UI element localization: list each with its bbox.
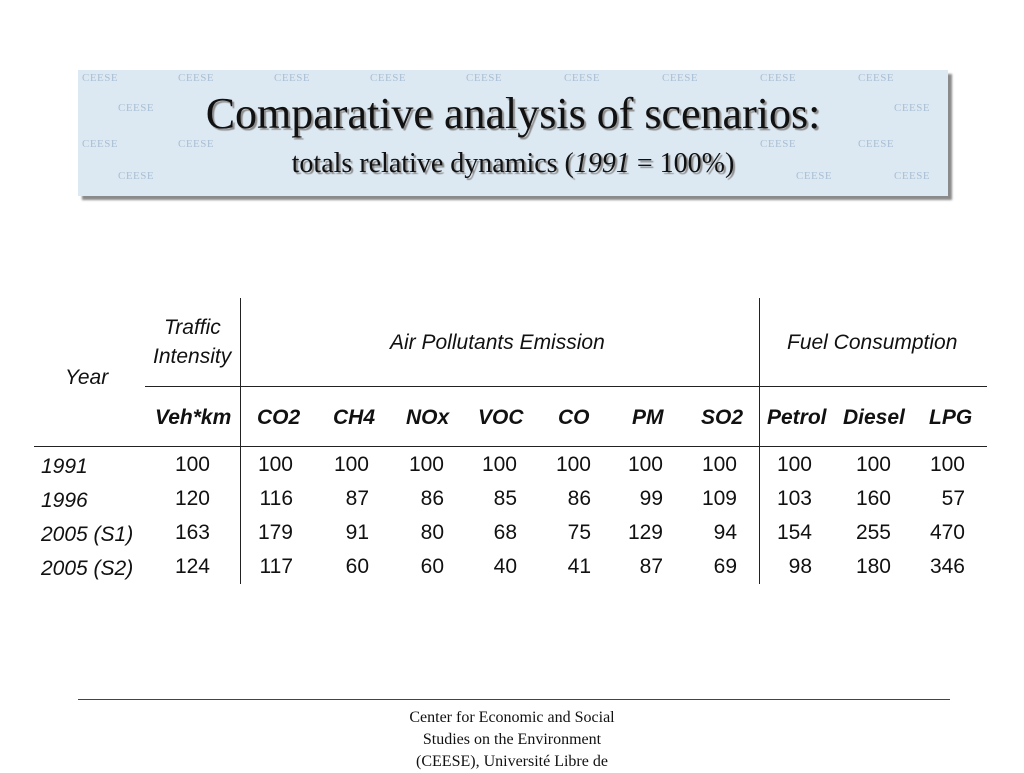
row-year: 1991	[41, 455, 88, 478]
table-cell: 86	[420, 487, 444, 510]
watermark: CEESE	[178, 138, 215, 150]
page-title: Comparative analysis of scenarios:	[205, 89, 821, 138]
column-header: CO	[558, 406, 590, 429]
row-year: 2005 (S1)	[41, 523, 134, 546]
table-rule	[145, 386, 987, 387]
table-cell: 85	[493, 487, 517, 510]
watermark: CEESE	[118, 102, 155, 114]
watermark: CEESE	[662, 72, 699, 84]
watermark: CEESE	[82, 72, 119, 84]
table-cell: 100	[408, 453, 444, 476]
row-year: 1996	[41, 489, 88, 512]
table-cell: 117	[259, 555, 293, 578]
table-cell: 160	[855, 487, 891, 510]
table-cell: 109	[701, 487, 737, 510]
table-cell: 91	[345, 521, 369, 544]
table-cell: 100	[855, 453, 891, 476]
column-header: NOx	[406, 406, 450, 429]
table-cell: 99	[639, 487, 663, 510]
traffic-header-line1: Traffic	[164, 316, 221, 339]
table-cell: 100	[776, 453, 812, 476]
watermark: CEESE	[370, 72, 407, 84]
table-cell: 60	[345, 555, 369, 578]
footer-line: Center for Economic and Social	[409, 709, 615, 726]
table-cell: 346	[929, 555, 965, 578]
row-year: 2005 (S2)	[41, 557, 134, 580]
column-header: LPG	[929, 406, 973, 429]
column-header: CH4	[333, 406, 376, 429]
table-cell: 103	[776, 487, 812, 510]
table-cell: 60	[420, 555, 444, 578]
table-cell: 100	[701, 453, 737, 476]
table-cell: 154	[776, 521, 812, 544]
column-header: SO2	[701, 406, 744, 429]
table-cell: 57	[941, 487, 965, 510]
table-cell: 163	[174, 521, 210, 544]
table-cell: 129	[627, 521, 663, 544]
table-cell: 86	[567, 487, 591, 510]
table-cell: 100	[333, 453, 369, 476]
column-header: PM	[632, 406, 664, 429]
table-cell: 179	[257, 521, 293, 544]
footer-text	[362, 707, 662, 773]
traffic-header-line2: Intensity	[153, 345, 232, 368]
table-rule	[34, 446, 987, 447]
watermark: CEESE	[858, 72, 895, 84]
watermark: CEESE	[82, 138, 119, 150]
column-header: VOC	[478, 406, 524, 429]
subtitle-year: 1991	[573, 148, 630, 179]
subtitle-suffix: = 100%)	[629, 148, 735, 179]
table-cell: 124	[174, 555, 210, 578]
table-cell: 94	[713, 521, 737, 544]
column-header: Veh*km	[155, 406, 232, 429]
table-cell: 255	[855, 521, 891, 544]
table-cell: 100	[555, 453, 591, 476]
table-cell: 470	[929, 521, 965, 544]
watermark: CEESE	[564, 72, 601, 84]
table-cell: 100	[257, 453, 293, 476]
table-cell: 100	[929, 453, 965, 476]
watermark: CEESE	[796, 170, 833, 182]
watermark: CEESE	[760, 72, 797, 84]
table-cell: 98	[788, 555, 812, 578]
table-cell: 120	[174, 487, 210, 510]
watermark: CEESE	[858, 138, 895, 150]
watermark: CEESE	[760, 138, 797, 150]
column-header: CO2	[257, 406, 301, 429]
table-cell: 41	[567, 555, 591, 578]
table-cell: 68	[493, 521, 517, 544]
subtitle-prefix: totals relative dynamics (	[291, 148, 574, 179]
watermark: CEESE	[274, 72, 311, 84]
table-cell: 69	[713, 555, 737, 578]
table-cell: 100	[174, 453, 210, 476]
watermark: CEESE	[118, 170, 155, 182]
table-cell: 116	[259, 487, 293, 510]
table-cell: 40	[493, 555, 517, 578]
column-header: Petrol	[767, 406, 827, 429]
table-cell: 100	[627, 453, 663, 476]
table-cell: 87	[345, 487, 369, 510]
table-cell: 75	[567, 521, 591, 544]
column-header: Diesel	[843, 406, 905, 429]
footer-line: (CEESE), Université Libre de	[416, 753, 608, 770]
footer-line: Studies on the Environment	[422, 731, 602, 748]
watermark: CEESE	[894, 102, 931, 114]
air-pollutants-header: Air Pollutants Emission	[390, 331, 605, 354]
year-header: Year	[65, 366, 109, 389]
watermark: CEESE	[894, 170, 931, 182]
table-cell: 180	[855, 555, 891, 578]
fuel-consumption-header: Fuel Consumption	[787, 331, 958, 354]
watermark: CEESE	[178, 72, 215, 84]
table-cell: 80	[420, 521, 444, 544]
table-cell: 100	[481, 453, 517, 476]
footer-divider	[78, 699, 950, 700]
table-cell: 87	[639, 555, 663, 578]
watermark: CEESE	[466, 72, 503, 84]
